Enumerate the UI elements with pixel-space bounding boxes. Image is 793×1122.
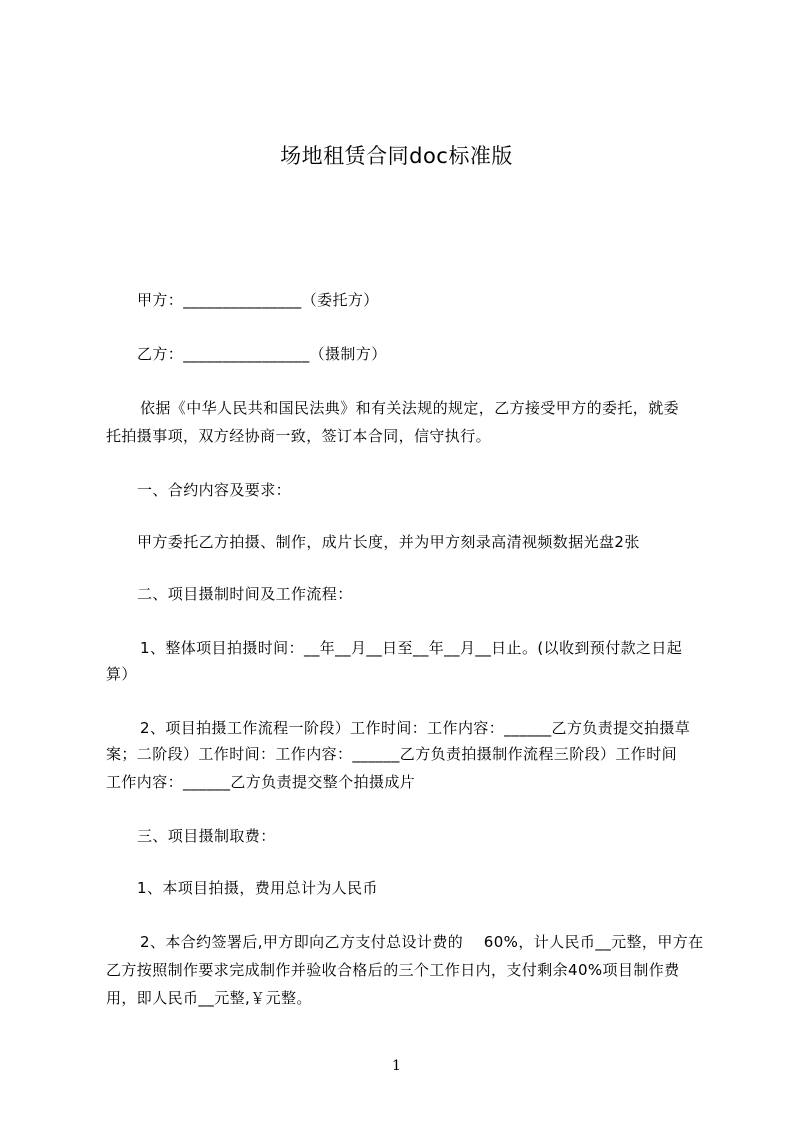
section-3-heading: 三、项目摄制取费：: [137, 827, 276, 845]
party-a-line: 甲方：_______________（委托方）: [137, 291, 379, 309]
section-2-heading: 二、项目摄制时间及工作流程：: [137, 585, 353, 603]
section-3-item-2-line-1: 2、本合约签署后,甲方即向乙方支付总设计费的 60%，计人民币__元整，甲方在: [140, 933, 704, 951]
section-2-item-2-line-1: 2、项目拍摄工作流程一阶段）工作时间：工作内容：______乙方负责提交拍摄草: [140, 719, 691, 737]
document-title: 场地租赁合同doc标准版: [280, 144, 513, 168]
section-3-item-2-line-3: 用，即人民币__元整,￥元整。: [106, 989, 312, 1007]
section-3-item-1: 1、本项目拍摄，费用总计为人民币: [137, 879, 378, 897]
section-1-heading: 一、合约内容及要求：: [137, 481, 292, 499]
section-2-item-2-line-2: 案；二阶段）工作时间：工作内容：______乙方负责拍摄制作流程三阶段）工作时间: [106, 745, 678, 763]
preamble-line-2: 托拍摄事项，双方经协商一致，签订本合同，信守执行。: [106, 427, 492, 445]
section-2-item-1-line-2: 算）: [106, 665, 137, 683]
party-b-line: 乙方：________________（摄制方）: [137, 345, 387, 363]
section-2-item-1-line-1: 1、整体项目拍摄时间：__年__月__日至__年__月__日止。(以收到预付款之日起: [140, 639, 683, 657]
preamble-line-1: 依据《中华人民共和国民法典》和有关法规的规定，乙方接受甲方的委托，就委: [140, 399, 680, 417]
section-1-content: 甲方委托乙方拍摄、制作，成片长度，并为甲方刻录高清视频数据光盘2张: [137, 533, 640, 551]
section-3-item-2-line-2: 乙方按照制作要求完成制作并验收合格后的三个工作日内，支付剩余40%项目制作费: [106, 961, 680, 979]
section-2-item-2-line-3: 工作内容：______乙方负责提交整个拍摄成片: [106, 773, 416, 791]
page-number: 1: [392, 1058, 401, 1074]
